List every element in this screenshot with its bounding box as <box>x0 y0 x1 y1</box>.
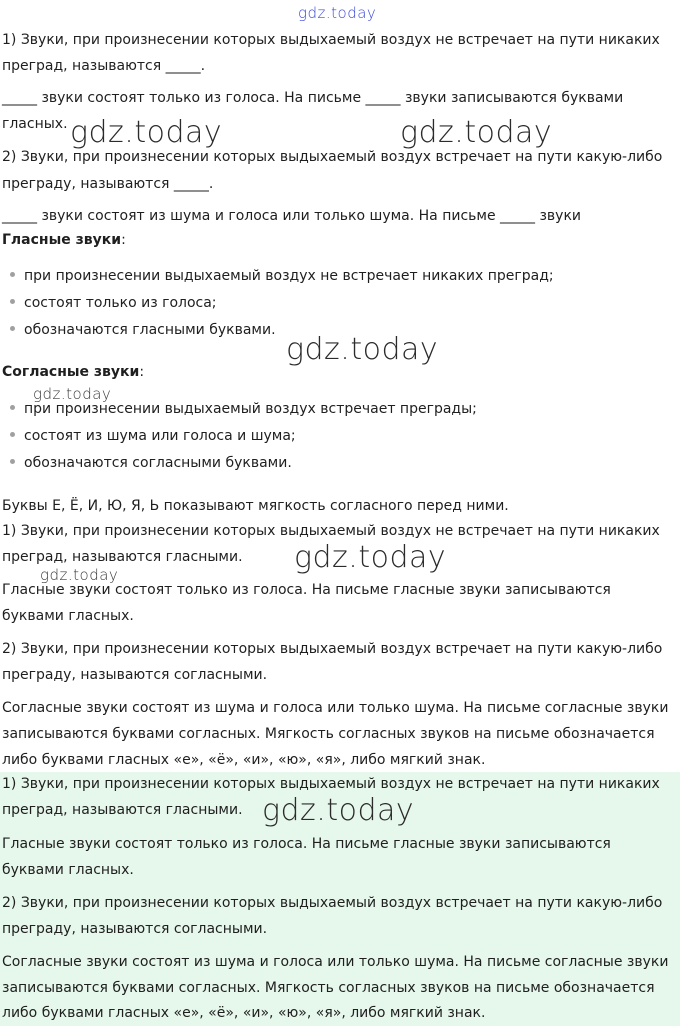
watermark: gdz.today <box>294 540 447 575</box>
answer-line: записываются буквами согласных. Мягкость согласных звуков на письме обозначается <box>2 726 655 742</box>
list-item-text: при произнесении выдыхаемый воздух встречает преграды; <box>24 401 477 417</box>
answer-line: буквами гласных. <box>2 862 134 878</box>
bullet-dot-icon <box>10 405 15 410</box>
answer-line: либо буквами гласных «е», «ё», «и», «ю», «я», либо мягкий знак. <box>2 752 486 768</box>
watermark: gdz.today <box>286 332 439 367</box>
bullet-dot-icon <box>10 432 15 437</box>
watermark-top: gdz.today <box>298 4 377 22</box>
answer-line: 2) Звуки, при произнесении которых выдыхаемый воздух встречает на пути какую-либо <box>2 641 663 657</box>
list-item-text: обозначаются согласными буквами. <box>24 455 292 471</box>
vowels-heading-line <box>2 228 678 253</box>
answer-line: преграду, называются согласными. <box>2 667 268 683</box>
watermark: gdz.today <box>33 385 112 403</box>
task-line: преграду, называются _____. <box>2 176 214 192</box>
list-item <box>10 318 276 343</box>
task-line: преград, называются _____. <box>2 58 206 74</box>
list-item-text: при произнесении выдыхаемый воздух не встречает никаких преград; <box>24 268 554 284</box>
task-line: гласных. <box>2 116 68 132</box>
bullet-dot-icon <box>10 299 15 304</box>
vowels-heading: Гласные звуки <box>2 232 122 248</box>
list-item <box>10 291 217 316</box>
answer-line: Гласные звуки состоят только из голоса. На письме гласные звуки записываются <box>2 836 611 852</box>
answer-line: либо буквами гласных «е», «ё», «и», «ю», «я», либо мягкий знак. <box>2 1005 486 1021</box>
list-item <box>10 424 296 449</box>
list-item <box>10 264 554 289</box>
watermark: gdz.today <box>40 566 119 584</box>
answer-line: буквами гласных. <box>2 608 134 624</box>
answer-line: преград, называются гласными. <box>2 802 243 818</box>
answer-line: 1) Звуки, при произнесении которых выдыхаемый воздух не встречает на пути никаких <box>2 523 660 539</box>
answer-line: Согласные звуки состоят из шума и голоса или только шума. На письме согласные звуки <box>2 700 669 716</box>
consonants-heading: Согласные звуки <box>2 364 140 380</box>
task-line: 1) Звуки, при произнесении которых выдыхаемый воздух не встречает на пути никаких <box>2 32 660 48</box>
list-item-text: обозначаются гласными буквами. <box>24 322 276 338</box>
watermark: gdz.today <box>262 793 415 828</box>
bullet-dot-icon <box>10 326 15 331</box>
answer-line: записываются буквами согласных. Мягкость согласных звуков на письме обозначается <box>2 980 655 996</box>
answer-line: Гласные звуки состоят только из голоса. На письме гласные звуки записываются <box>2 582 611 598</box>
watermark: gdz.today <box>70 115 223 150</box>
task-line: _____ звуки состоят из шума и голоса или только шума. На письме _____ звуки <box>2 208 582 224</box>
answer-line: преград, называются гласными. <box>2 549 243 565</box>
bullet-dot-icon <box>10 272 15 277</box>
task-line: _____ звуки состоят только из голоса. На письме _____ звуки записываются буквами <box>2 90 624 106</box>
answer-line: 2) Звуки, при произнесении которых выдыхаемый воздух встречает на пути какую-либо <box>2 895 663 911</box>
consonants-colon: : <box>139 364 145 380</box>
answer-line: 1) Звуки, при произнесении которых выдыхаемый воздух не встречает на пути никаких <box>2 776 660 792</box>
answer-line: Согласные звуки состоят из шума и голоса или только шума. На письме согласные звуки <box>2 954 669 970</box>
bullet-dot-icon <box>10 459 15 464</box>
task-line: 2) Звуки, при произнесении которых выдыхаемый воздух встречает на пути какую-либо <box>2 149 663 165</box>
softness-note: Буквы Е, Ё, И, Ю, Я, Ь показывают мягкость согласного перед ними. <box>2 498 509 514</box>
answer-line: преграду, называются согласными. <box>2 921 268 937</box>
watermark: gdz.today <box>400 115 553 150</box>
list-item <box>10 451 292 476</box>
list-item-text: состоят только из голоса; <box>24 295 217 311</box>
vowels-colon: : <box>121 232 126 248</box>
list-item-text: состоят из шума или голоса и шума; <box>24 428 296 444</box>
